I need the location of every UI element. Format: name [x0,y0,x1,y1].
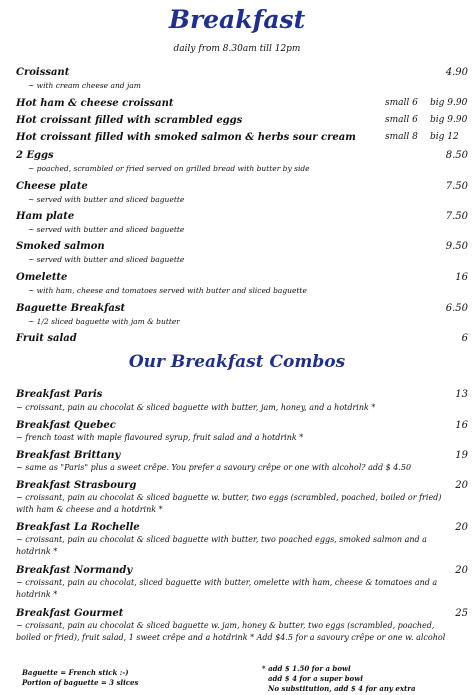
combo-description: ~ croissant, pain au chocolat & sliced baguette w. jam, honey & butter, two eggs (scrambled, poached, boiled or fried), fruit salad, 1 sweet crêpe and a hotdrink * Add $4.5 for a savoury crêpe or one w. alcohol [16,621,446,642]
combo-name: Breakfast Quebec [16,420,116,431]
combo-price: 20 [455,565,468,576]
combo-price: 13 [455,389,468,400]
combo-description: ~ french toast with maple flavoured syrup, fruit salad and a hotdrink * [16,433,304,442]
item-price: 8.50 [445,150,468,161]
item-price-small: small 6 [385,115,418,125]
item-price-small: small 8 [385,132,418,142]
item-description: ~ with ham, cheese and tomatoes served with butter and sliced baguette [28,286,307,295]
item-price: 6 [461,333,468,344]
item-price: 7.50 [445,181,468,192]
item-description: ~ poached, scrambled or fried served on grilled bread with butter by side [28,164,310,173]
combo-description: ~ croissant, pain au chocolat, sliced baguette with butter, omelette with ham, cheese & tomatoes and a hotdrink * [16,578,438,599]
footnote-baguette: Baguette = French stick :-) [22,668,129,677]
combo-name: Breakfast Brittany [16,450,121,461]
item-description: ~ with cream cheese and jam [28,81,141,90]
item-price: 16 [455,272,468,283]
item-description: ~ 1/2 sliced baguette with jam & butter [28,317,180,326]
opening-hours: daily from 8.30am till 12pm [173,44,301,54]
combo-name: Breakfast Strasbourg [16,480,137,491]
item-name: Hot ham & cheese croissant [16,98,174,109]
combo-name: Breakfast Gourmet [16,608,124,619]
combo-description: ~ croissant, pain au chocolat & sliced baguette with butter, jam, honey, and a hotdrink * [16,403,376,412]
combo-description: ~ croissant, pain au chocolat & sliced baguette with butter, two poached eggs, smoked salmon and a hotdrink * [16,535,427,556]
combos-title: Our Breakfast Combos [128,352,346,372]
footnote-substitution: No substitution, add $ 4 for any extra [268,684,416,693]
item-price: 6.50 [445,303,468,314]
footnote-portion: Portion of baguette = 3 slices [22,678,139,687]
item-name: Croissant [16,67,70,78]
item-name: Smoked salmon [16,241,105,252]
combo-price: 25 [455,608,468,619]
combo-name: Breakfast Normandy [16,565,133,576]
item-description: ~ served with butter and sliced baguette [28,255,185,264]
item-price: 9.50 [445,241,468,252]
item-name: Fruit salad [16,333,77,344]
item-price-big: big 12 [430,132,459,142]
item-name: Omelette [16,272,68,283]
item-price: 7.50 [445,211,468,222]
item-name: Cheese plate [16,181,88,192]
item-name: Hot croissant filled with scrambled eggs [16,115,243,126]
combo-price: 20 [455,480,468,491]
item-price-big: big 9.90 [430,115,468,125]
footnote-bowl: * add $ 1.50 for a bowl [262,664,351,673]
combo-price: 16 [455,420,468,431]
item-price-big: big 9.90 [430,98,468,108]
combo-price: 19 [455,450,468,461]
item-name: Baguette Breakfast [16,303,126,314]
combo-name: Breakfast La Rochelle [16,522,140,533]
item-price: 4.90 [445,67,468,78]
item-name: 2 Eggs [16,150,54,161]
combo-name: Breakfast Paris [16,389,103,400]
footnote-super-bowl: add $ 4 for a super bowl [268,674,363,683]
menu-title: Breakfast [168,5,306,34]
combo-price: 20 [455,522,468,533]
item-price-small: small 6 [385,98,418,108]
item-description: ~ served with butter and sliced baguette [28,195,185,204]
item-name: Hot croissant filled with smoked salmon & herbs sour cream [16,132,356,143]
item-name: Ham plate [16,211,75,222]
combo-description: ~ same as "Paris" plus a sweet crêpe. You prefer a savoury crêpe or one with alcohol? add $ 4.50 [16,463,412,472]
combo-description: ~ croissant, pain au chocolat & sliced baguette w. butter, two eggs (scrambled, poached, boiled or fried) with ham & cheese and a hotdrink * [16,493,442,514]
item-description: ~ served with butter and sliced baguette [28,225,185,234]
